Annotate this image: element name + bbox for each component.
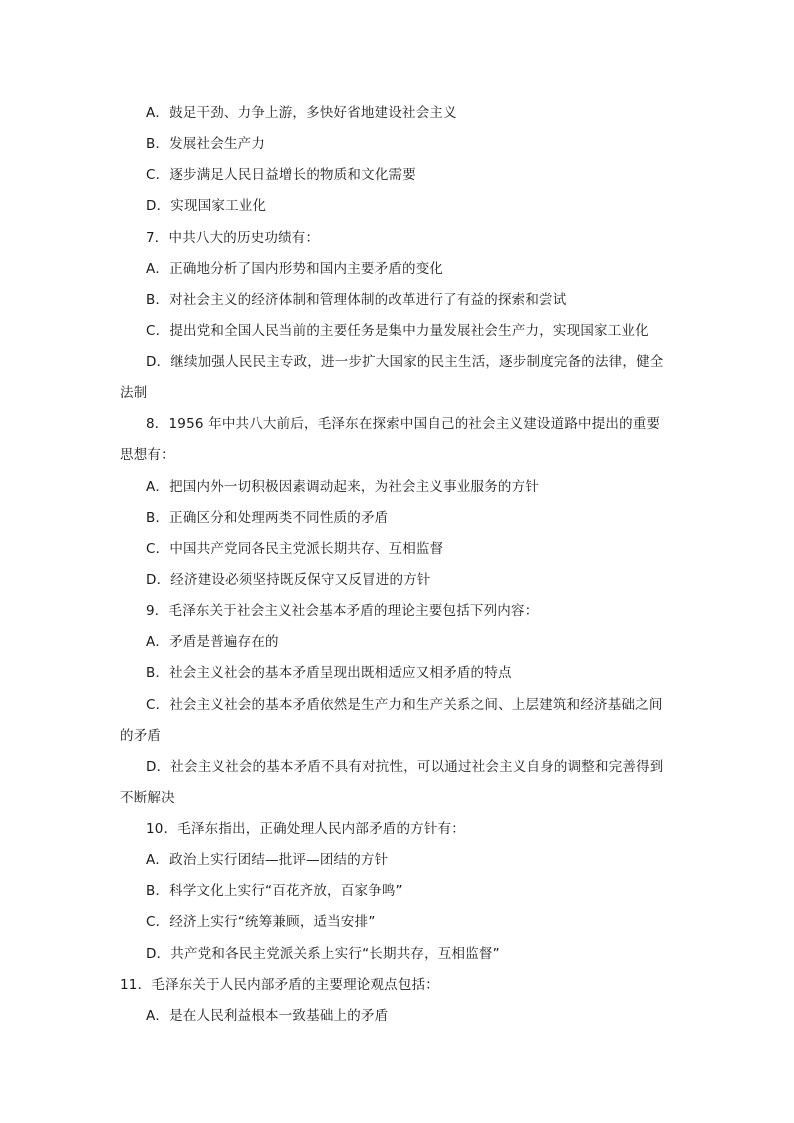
option-10b: B．科学文化上实行“百花齐放，百家争鸣” xyxy=(146,883,403,899)
option-8b: B．正确区分和处理两类不同性质的矛盾 xyxy=(146,510,389,526)
option-6c: C．逐步满足人民日益增长的物质和文化需要 xyxy=(146,167,416,183)
option-10d: D．共产党和各民主党派关系上实行“长期共存，互相监督” xyxy=(146,946,500,962)
option-10a: A．政治上实行团结—批评—团结的方针 xyxy=(146,852,389,868)
option-11a: A．是在人民利益根本一致基础上的矛盾 xyxy=(146,1008,389,1024)
question-8-continued: 思想有： xyxy=(120,447,175,463)
question-9: 9．毛泽东关于社会主义社会基本矛盾的理论主要包括下列内容： xyxy=(146,603,539,619)
option-9d-continued: 不断解决 xyxy=(120,790,175,806)
option-6d: D．实现国家工业化 xyxy=(146,198,267,214)
question-8: 8．1956 年中共八大前后，毛泽东在探索中国自己的社会主义建设道路中提出的重要 xyxy=(146,416,661,432)
option-9b: B．社会主义社会的基本矛盾呈现出既相适应又相矛盾的特点 xyxy=(146,665,512,681)
option-7a: A．正确地分析了国内形势和国内主要矛盾的变化 xyxy=(146,261,444,277)
option-6a: A．鼓足干劲、力争上游，多快好省地建设社会主义 xyxy=(146,105,457,121)
option-8a: A．把国内外一切积极因素调动起来，为社会主义事业服务的方针 xyxy=(146,479,540,495)
option-8d: D．经济建设必须坚持既反保守又反冒进的方针 xyxy=(146,572,431,588)
question-11: 11．毛泽东关于人民内部矛盾的主要理论观点包括： xyxy=(120,977,439,993)
option-9d: D．社会主义社会的基本矛盾不具有对抗性，可以通过社会主义自身的调整和完善得到 xyxy=(146,759,664,775)
option-9a: A．矛盾是普遍存在的 xyxy=(146,634,279,650)
question-7: 7．中共八大的历史功绩有： xyxy=(146,230,320,246)
option-7b: B．对社会主义的经济体制和管理体制的改革进行了有益的探索和尝试 xyxy=(146,292,567,308)
option-9c: C．社会主义社会的基本矛盾依然是生产力和生产关系之间、上层建筑和经济基础之间 xyxy=(146,697,663,713)
option-7c: C．提出党和全国人民当前的主要任务是集中力量发展社会生产力，实现国家工业化 xyxy=(146,323,649,339)
option-7d: D．继续加强人民民主专政，进一步扩大国家的民主生活，逐步制度完备的法律，健全 xyxy=(146,354,664,370)
option-6b: B．发展社会生产力 xyxy=(146,136,266,152)
option-8c: C．中国共产党同各民主党派长期共存、互相监督 xyxy=(146,541,444,557)
option-10c: C．经济上实行“统筹兼顾，适当安排” xyxy=(146,914,376,930)
option-9c-continued: 的矛盾 xyxy=(120,728,162,744)
question-10: 10．毛泽东指出，正确处理人民内部矛盾的方针有： xyxy=(146,821,465,837)
option-7d-continued: 法制 xyxy=(120,385,148,401)
